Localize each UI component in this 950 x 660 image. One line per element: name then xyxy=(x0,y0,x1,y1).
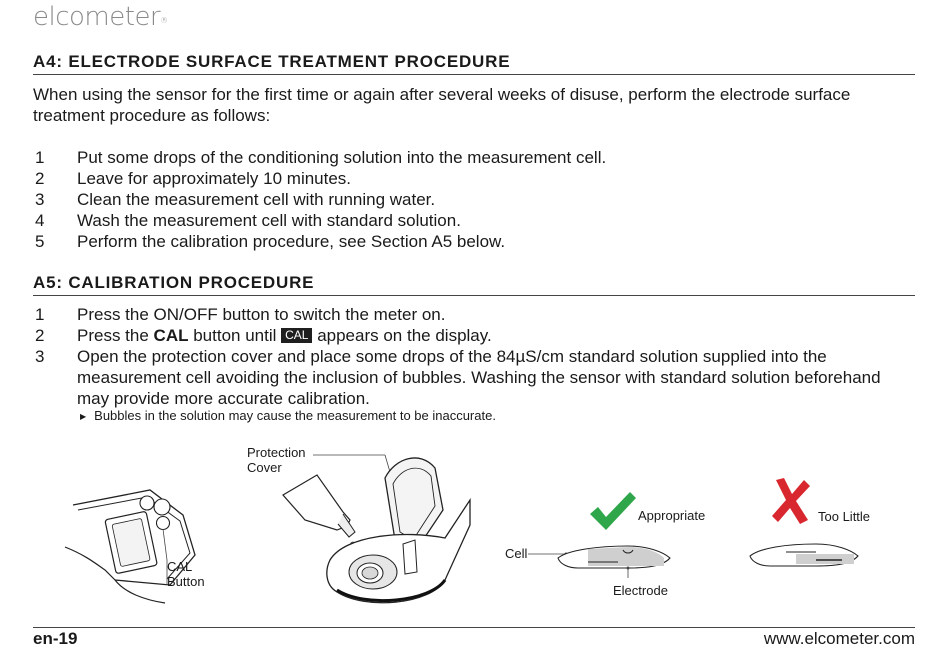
check-icon xyxy=(588,490,638,532)
protection-label-line1: Protection xyxy=(247,445,306,460)
too-little-label: Too Little xyxy=(818,509,871,524)
step-text-post: appears on the display. xyxy=(312,326,492,345)
cal-display-indicator: CAL xyxy=(281,328,312,343)
section-a5-steps xyxy=(33,304,913,409)
brand-name: elcometer xyxy=(33,2,161,32)
list-item xyxy=(33,147,913,168)
triangle-right-icon: ▶ xyxy=(80,412,87,421)
step-number: 1 xyxy=(35,305,45,324)
section-a4-intro: When using the sensor for the first time or again after several weeks of disuse, perform the electrode surface treatment procedure as follows: xyxy=(33,85,851,125)
cal-button-label xyxy=(167,559,205,589)
footer-rule xyxy=(33,627,915,628)
step-number: 1 xyxy=(35,148,45,167)
sensor-illustration xyxy=(245,440,475,615)
electrode-label: Electrode xyxy=(613,583,668,598)
list-item xyxy=(33,231,913,252)
step-text: Wash the measurement cell with standard solution. xyxy=(77,211,461,230)
cal-label-line1: CAL xyxy=(167,559,193,574)
cross-icon xyxy=(772,478,812,524)
list-item xyxy=(33,346,913,409)
list-item xyxy=(33,304,913,325)
step-text: Clean the measurement cell with running water. xyxy=(77,190,436,209)
step-text: Perform the calibration procedure, see Section A5 below. xyxy=(77,232,506,251)
step-text-mid: button until xyxy=(188,326,282,345)
step-number: 4 xyxy=(35,211,45,230)
step-number: 3 xyxy=(35,190,45,209)
website-url: www.elcometer.com xyxy=(763,629,915,648)
step-number: 3 xyxy=(35,347,45,366)
protection-label-line2: Cover xyxy=(247,460,282,475)
step-text: Open the protection cover and place some drops of the 84µS/cm standard solution supplied into the measurement cell avoiding the inclusion of bubbles. Washing the sensor with standard solution beforehand may provide more accurate calibration. xyxy=(77,347,881,408)
section-a5-rule xyxy=(33,295,915,296)
list-item xyxy=(33,189,913,210)
list-item xyxy=(33,210,913,231)
bubble-note xyxy=(80,408,496,423)
step-text: Press the ON/OFF button to switch the meter on. xyxy=(77,305,446,324)
brand-mark: ® xyxy=(160,16,168,25)
step-number: 2 xyxy=(35,169,45,188)
step-text: Leave for approximately 10 minutes. xyxy=(77,169,352,188)
list-item xyxy=(33,168,913,189)
section-a4-title: A4: ELECTRODE SURFACE TREATMENT PROCEDURE xyxy=(33,52,511,71)
section-a5-title: A5: CALIBRATION PROCEDURE xyxy=(33,273,315,292)
cell-too-little-diagram xyxy=(746,538,866,570)
cal-button-name: CAL xyxy=(153,326,189,345)
step-text-pre: Press the xyxy=(77,326,154,345)
page-number: en-19 xyxy=(33,629,78,648)
step-number: 5 xyxy=(35,232,45,251)
note-text: Bubbles in the solution may cause the measurement to be inaccurate. xyxy=(94,408,496,423)
appropriate-label: Appropriate xyxy=(638,508,706,523)
step-text: Put some drops of the conditioning solution into the measurement cell. xyxy=(77,148,607,167)
cal-label-line2: Button xyxy=(167,574,205,589)
meter-illustration xyxy=(55,485,245,610)
section-a4-steps xyxy=(33,147,913,252)
section-a4-rule xyxy=(33,74,915,75)
step-number: 2 xyxy=(35,326,45,345)
cell-appropriate-diagram xyxy=(528,538,678,578)
brand-logo xyxy=(33,2,168,32)
list-item xyxy=(33,325,913,346)
cell-label: Cell xyxy=(505,546,528,561)
